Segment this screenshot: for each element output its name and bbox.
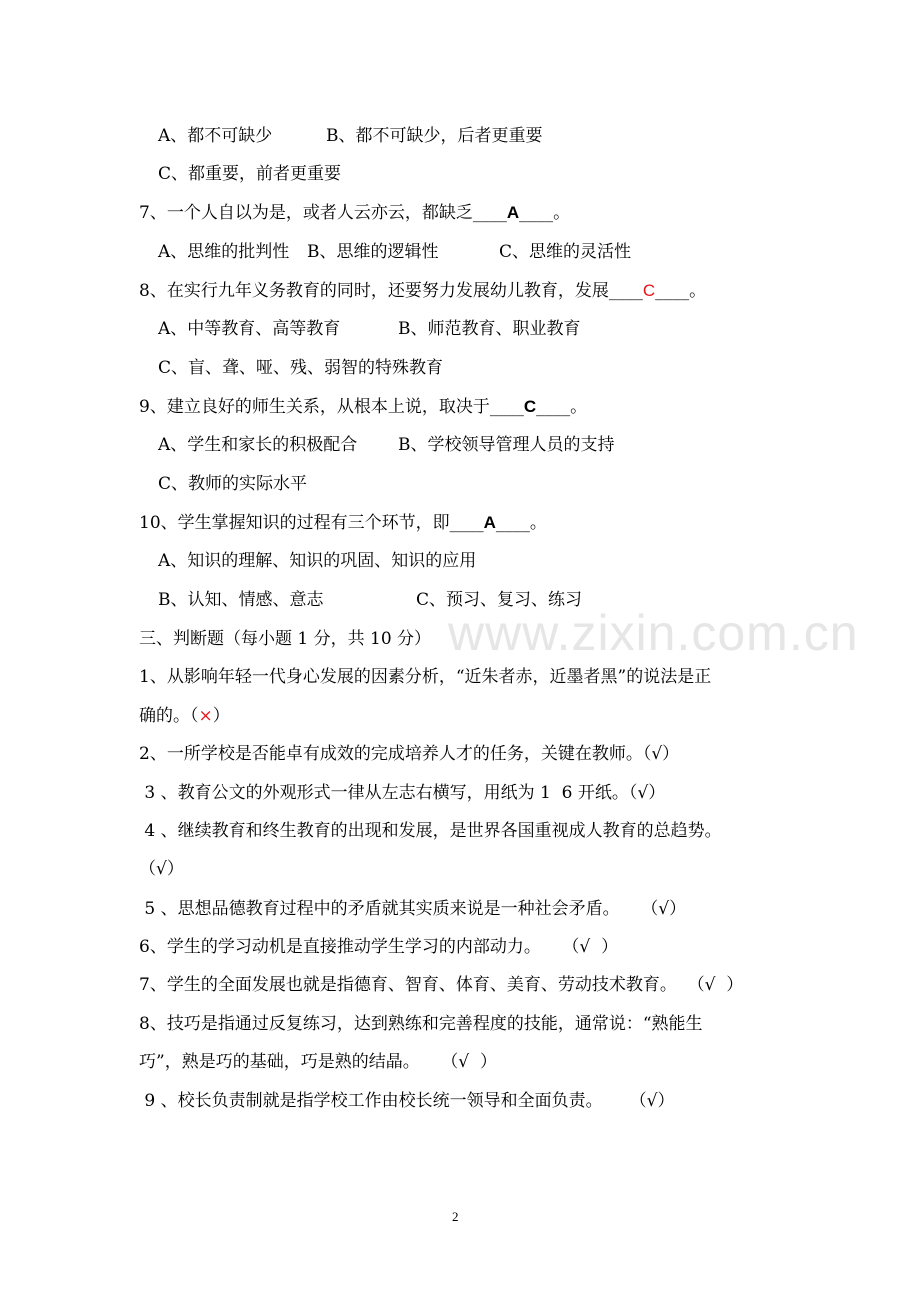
q8-option-c: C、盲、聋、哑、残、弱智的特殊教育 (158, 358, 444, 378)
question-7 (139, 201, 570, 225)
q7-prefix: 7、一个人自以为是，或者人云亦云，都缺乏____ (139, 203, 507, 223)
q8-prefix: 8、在实行九年义务教育的同时，还要努力发展幼儿教育，发展____ (139, 281, 643, 301)
judgement-4-line2: （√） (139, 859, 184, 879)
q9-option-a: A、学生和家长的积极配合 (158, 435, 358, 455)
judgement-6: 6、学生的学习动机是直接推动学生学习的内部动力。 （√ ） (139, 937, 619, 957)
q8-suffix: ____。 (655, 281, 707, 301)
q9-answer: C (523, 397, 537, 416)
page-number: 2 (452, 1209, 459, 1224)
q7-option-b: B、思维的逻辑性 (307, 242, 439, 262)
question-10 (139, 511, 547, 535)
q7-option-c: C、思维的灵活性 (499, 242, 632, 262)
judgement-1-line2 (139, 704, 230, 728)
q9-option-b: B、学校领导管理人员的支持 (398, 435, 615, 455)
q7-suffix: ____。 (519, 203, 571, 223)
q6-option-b: B、都不可缺少，后者更重要 (326, 126, 543, 146)
q7-option-a: A、思维的批判性 (158, 242, 290, 262)
q9-option-c: C、教师的实际水平 (158, 474, 308, 494)
q8-answer: C (642, 281, 656, 300)
j1-text: 确的。（ (139, 706, 199, 726)
j1-mark: × (198, 706, 213, 726)
watermark: www.zixin.com.cn (448, 605, 859, 661)
judgement-8-line1: 8、技巧是指通过反复练习，达到熟练和完善程度的技能，通常说：“熟能生 (139, 1014, 703, 1034)
question-8 (139, 279, 706, 303)
judgement-4-line1: 4 、继续教育和终生教育的出现和发展，是世界各国重视成人教育的总趋势。 (139, 821, 722, 841)
judgement-8-line2: 巧”，熟是巧的基础，巧是熟的结晶。 （√ ） (139, 1052, 497, 1072)
q8-option-a: A、中等教育、高等教育 (158, 319, 341, 339)
q10-suffix: ____。 (495, 513, 547, 533)
section-heading: 三、判断题（每小题 1 分，共 10 分） (139, 629, 432, 649)
q10-option-a: A、知识的理解、知识的巩固、知识的应用 (158, 551, 477, 571)
q10-prefix: 10、学生掌握知识的过程有三个环节，即____ (139, 513, 484, 533)
judgement-5: 5 、思想品德教育过程中的矛盾就其实质来说是一种社会矛盾。 （√） (139, 899, 687, 919)
judgement-2: 2、一所学校是否能卓有成效的完成培养人才的任务，关键在教师。（√） (139, 744, 680, 764)
q9-prefix: 9、建立良好的师生关系，从根本上说，取决于____ (139, 397, 524, 417)
q10-option-b: B、认知、情感、意志 (158, 590, 324, 610)
judgement-7: 7、学生的全面发展也就是指德育、智育、体育、美育、劳动技术教育。 （√ ） (139, 975, 744, 995)
q10-option-c: C、预习、复习、练习 (416, 590, 583, 610)
judgement-1-line1: 1、从影响年轻一代身心发展的因素分析，“近朱者赤，近墨者黑”的说法是正 (139, 667, 712, 687)
judgement-9: 9 、校长负责制就是指学校工作由校长统一领导和全面负责。 （√） (139, 1091, 675, 1111)
j1-close: ） (212, 706, 230, 726)
q9-suffix: ____。 (536, 397, 588, 417)
judgement-3: 3 、教育公文的外观形式一律从左志右横写，用纸为 1 6 开纸。（√） (139, 783, 666, 803)
question-9 (139, 395, 587, 419)
q8-option-b: B、师范教育、职业教育 (398, 319, 581, 339)
q6-option-a: A、都不可缺少 (158, 126, 273, 146)
q10-answer: A (483, 513, 496, 532)
q7-answer: A (506, 203, 520, 222)
q6-option-c: C、都重要，前者更重要 (158, 164, 342, 184)
